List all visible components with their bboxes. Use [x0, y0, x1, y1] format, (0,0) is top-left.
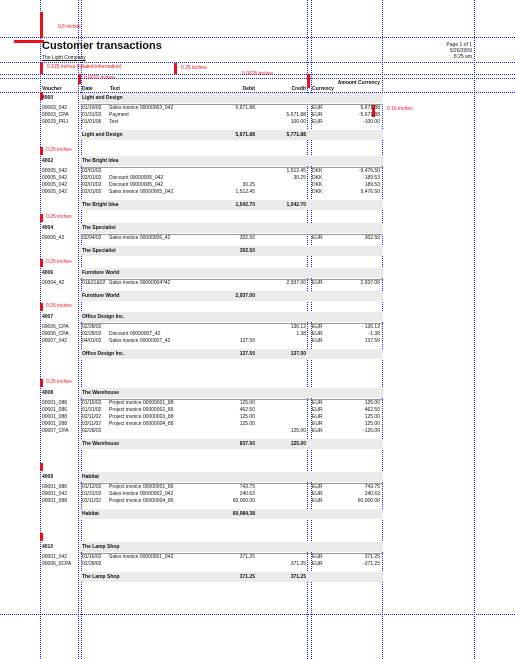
row-voucher: 00001_086	[42, 484, 68, 490]
row-currency: DKK	[312, 189, 323, 195]
report-date: 5/26/2009	[449, 48, 472, 54]
row-debit: 137.50	[239, 338, 255, 344]
row-voucher: 00003_CPA	[42, 112, 69, 118]
row-currency: EUR	[312, 119, 323, 125]
col-gap-annotation: 0.0625 inches	[84, 75, 116, 81]
group-header-shading	[80, 93, 383, 103]
row-text: Payment	[109, 112, 129, 118]
row-date: 03/11/02	[82, 421, 102, 427]
row-debit: 125.00	[239, 414, 255, 420]
group-total-debit: 302.50	[239, 248, 255, 254]
row-amount: 189.53	[364, 182, 380, 188]
margin-marker	[307, 74, 310, 88]
row-date: 02/01/02	[82, 168, 102, 174]
page-number: Page 1 of 1	[446, 42, 472, 48]
row-amount: 371.25	[364, 554, 380, 560]
row-currency: EUR	[312, 105, 323, 111]
row-voucher: 00001_088	[42, 421, 68, 427]
group-header-shading	[80, 156, 383, 166]
row-currency: EUR	[312, 112, 323, 118]
report-time: 8:25 am	[453, 54, 472, 60]
column-header-debit: Debit	[242, 86, 255, 92]
group-account-number: 4009	[42, 474, 54, 480]
row-voucher: 00001_088	[42, 498, 68, 504]
group-total-name: The Lamp Shop	[82, 574, 120, 580]
row-date: 01/01/06	[82, 119, 102, 125]
row-voucher: 00005_042	[42, 189, 68, 195]
group-total-name: Light and Design	[82, 132, 123, 138]
row-amount: 9,476.50	[360, 189, 380, 195]
group-customer-name: Office Design Inc.	[82, 314, 125, 320]
row-voucher: 00001_088	[42, 400, 68, 406]
group-total-debit: 1,542.70	[235, 202, 255, 208]
row-date: 02/01/02	[82, 175, 102, 181]
guide-line	[0, 62, 515, 63]
row-date: 02/01/02	[82, 189, 102, 195]
row-date: 02/11/02	[82, 414, 102, 420]
group-total-name: The Bright Idea	[82, 202, 119, 208]
row-amount: -1.38	[368, 331, 380, 337]
row-debit: 371.25	[239, 554, 255, 560]
row-voucher: 00005_042	[42, 168, 68, 174]
company-name: The Light Company	[42, 55, 86, 61]
column-header-voucher: Voucher	[42, 86, 62, 92]
row-amount: -9,476.50	[358, 168, 380, 174]
row-currency: EUR	[312, 280, 323, 286]
group-gap-annotation: 0.25 inches	[46, 259, 72, 265]
row-voucher: 00006_CPA	[42, 331, 69, 337]
right-gap-annotation: 0.16 inches	[387, 106, 413, 112]
group-header-shading	[80, 312, 383, 322]
row-credit: 100.00	[290, 119, 306, 125]
group-account-number: 4007	[42, 314, 54, 320]
group-total-name: Office Design Inc.	[82, 351, 125, 357]
row-amount: 302.50	[364, 235, 380, 241]
row-text: Project invoice 00000001_86	[109, 484, 174, 490]
group-account-number: 4004	[42, 225, 54, 231]
row-text: Sales invoice 00000003_042	[109, 105, 174, 111]
group-account-number: 4006	[42, 270, 54, 276]
row-amount: 240.63	[364, 491, 380, 497]
related-info-annotation: 0.125 inches (related information)	[47, 64, 122, 70]
row-currency: EUR	[312, 484, 323, 490]
row-amount: -189.53	[363, 175, 380, 181]
row-amount: 137.50	[364, 338, 380, 344]
row-credit: 136.12	[290, 324, 306, 330]
group-account-number: 4000	[42, 95, 54, 101]
row-text: Project invoice 00000002_86	[109, 407, 174, 413]
row-debit: 5,671.88	[235, 105, 255, 111]
row-amount: 743.75	[364, 484, 380, 490]
row-voucher: 00007_CPA	[42, 428, 69, 434]
margin-marker	[78, 74, 81, 84]
row-credit: 5,671.88	[286, 112, 306, 118]
row-text: Sales invoice 00000004?42	[109, 280, 171, 286]
row-debit: 743.75	[239, 484, 255, 490]
group-total-credit: 137.50	[290, 351, 306, 357]
row-currency: EUR	[312, 421, 323, 427]
group-customer-name: The Bright Idea	[82, 158, 119, 164]
row-voucher: 00029_PRJ	[42, 119, 69, 125]
group-total-debit: 60,984.38	[232, 511, 255, 517]
group-total-credit: 5,771.88	[286, 132, 306, 138]
row-currency: EUR	[312, 491, 323, 497]
row-date: 01/31/02	[82, 491, 102, 497]
row-text: Project invoice 00000001_88	[109, 400, 174, 406]
margin-marker	[40, 259, 43, 267]
row-amount: 125.00	[364, 421, 380, 427]
row-currency: EUR	[312, 554, 323, 560]
row-date: 01/12/02	[82, 484, 102, 490]
row-currency: EUR	[312, 235, 323, 241]
column-header-text: Text	[110, 86, 120, 92]
row-text: Sales invoice 00000001_042	[109, 554, 174, 560]
group-total-debit: 137.50	[239, 351, 255, 357]
group-header-shading	[80, 223, 383, 233]
group-gap-annotation: 0.25 inches	[46, 147, 72, 153]
row-date: 01/31/02	[82, 112, 102, 118]
row-amount: 2,937.00	[360, 280, 380, 286]
margin-marker	[40, 533, 43, 541]
row-currency: EUR	[312, 414, 323, 420]
group-total-name: Furniture World	[82, 293, 120, 299]
group-customer-name: Light and Design	[82, 95, 123, 101]
column-header-credit: Credit	[291, 86, 306, 92]
row-amount: 60,000.00	[357, 498, 380, 504]
row-text: Sales invoice 00000002_042	[109, 491, 174, 497]
group-total-debit: 837.50	[239, 441, 255, 447]
row-date: 02/28/02	[82, 561, 102, 567]
group-gap-annotation: 0.25 inches	[46, 214, 72, 220]
row-date: 02/04/02	[82, 235, 102, 241]
row-credit: 125.00	[290, 428, 306, 434]
group-customer-name: Habitat	[82, 474, 99, 480]
row-date: 01/16/02	[82, 105, 102, 111]
group-account-number: 4002	[42, 158, 54, 164]
group-header-shading	[80, 388, 383, 398]
group-total-name: Habitat	[82, 511, 99, 517]
group-total-credit: 1,542.70	[286, 202, 306, 208]
group-total-credit: 125.00	[290, 441, 306, 447]
row-amount: -100.00	[363, 119, 380, 125]
row-amount: - 136.12	[361, 324, 380, 330]
column-header-date: Date	[82, 86, 93, 92]
group-customer-name: The Specialist	[82, 225, 116, 231]
row-amount: -371.25	[363, 561, 380, 567]
margin-marker	[40, 379, 43, 387]
row-debit: 30.25	[242, 182, 255, 188]
row-currency: EUR	[312, 407, 323, 413]
margin-marker	[40, 303, 43, 311]
row-date: 04/01/02	[82, 338, 102, 344]
group-account-number: 4008	[42, 390, 54, 396]
row-voucher: 00006_0CPA	[42, 561, 72, 567]
row-currency: EUR	[312, 331, 323, 337]
group-customer-name: The Lamp Shop	[82, 544, 120, 550]
row-text: Project invoice 00000004_88	[109, 421, 174, 427]
row-debit: 240.63	[239, 491, 255, 497]
row-text: Discount 00000005_042	[109, 182, 164, 188]
row-currency: EUR	[312, 400, 323, 406]
margin-marker	[174, 63, 177, 74]
group-header-shading	[80, 472, 383, 482]
group-customer-name: The Warehouse	[82, 390, 120, 396]
row-voucher: 00004_42	[42, 280, 65, 286]
row-date: 02/11/02	[82, 498, 102, 504]
row-amount: -5,671.88	[358, 112, 380, 118]
row-amount: 462.50	[364, 407, 380, 413]
guide-line	[0, 37, 515, 38]
row-debit: 125.00	[239, 400, 255, 406]
row-voucher: 00001_042	[42, 554, 68, 560]
group-customer-name: Furniture World	[82, 270, 120, 276]
row-voucher: 00001_086	[42, 407, 68, 413]
row-text: Discount 00000005_042	[109, 175, 164, 181]
row-debit: 125.00	[239, 421, 255, 427]
col-gap-annotation: 0.0625 inches	[242, 71, 274, 77]
row-date: 01/15/02	[82, 400, 102, 406]
row-date: 02/28/02	[82, 324, 102, 330]
row-text: Sales invoice 00000005_042	[109, 189, 174, 195]
margin-marker	[40, 463, 43, 471]
row-credit: 2,937.00	[286, 280, 306, 286]
row-date: 01/31/02	[82, 407, 102, 413]
margin-marker	[40, 12, 43, 38]
row-voucher: 00005_042	[42, 175, 68, 181]
margin-marker	[14, 40, 44, 43]
group-total-name: The Warehouse	[82, 441, 120, 447]
row-text: Sales invoice 00000007_42	[109, 338, 171, 344]
row-date: 01/16/02	[82, 554, 102, 560]
row-debit: 462.50	[239, 407, 255, 413]
row-debit: 1,512.45	[235, 189, 255, 195]
group-total-debit: 2,937.00	[235, 293, 255, 299]
row-voucher: 00001_088	[42, 414, 68, 420]
row-text: Test	[109, 119, 119, 125]
margin-marker	[40, 214, 43, 222]
row-currency: EUR	[312, 498, 323, 504]
column-header-currency: Currency	[312, 86, 334, 92]
top-margin-annotation: 0.5 inches	[58, 24, 81, 30]
group-gap-annotation: 0.25 inches	[46, 379, 72, 385]
row-currency: DKK	[312, 168, 323, 174]
row-text: Sales invoice 00000006_42	[109, 235, 171, 241]
guide-line	[474, 0, 475, 659]
group-total-name: The Specialist	[82, 248, 116, 254]
row-amount: 5,671.88	[360, 105, 380, 111]
row-text: Discount 00000007_42	[109, 331, 161, 337]
row-currency: EUR	[312, 428, 323, 434]
group-gap-annotation: 0.25 inches	[46, 303, 72, 309]
row-currency: EUR	[312, 338, 323, 344]
guide-line	[0, 614, 515, 615]
row-voucher: 00007_042	[42, 338, 68, 344]
group-total-debit: 371.25	[239, 574, 255, 580]
group-header-shading	[80, 268, 383, 278]
column-header-amount: Amount Currency	[337, 80, 380, 86]
margin-marker	[40, 147, 43, 155]
row-amount: 125.00	[364, 414, 380, 420]
row-text: Project invoice 00000003_88	[109, 414, 174, 420]
group-total-debit: 5,671.88	[235, 132, 255, 138]
row-amount: 125.00	[364, 400, 380, 406]
group-total-credit: 371.25	[290, 574, 306, 580]
row-currency: EUR	[312, 561, 323, 567]
row-voucher: 00003_042	[42, 105, 68, 111]
guide-line	[78, 0, 79, 659]
row-currency: DKK	[312, 182, 323, 188]
row-amount: -125.00	[363, 428, 380, 434]
row-credit: 1.38	[296, 331, 306, 337]
row-date: 02/28/02	[82, 428, 102, 434]
row-credit: 30.25	[293, 175, 306, 181]
row-voucher: 00005_042	[42, 182, 68, 188]
row-voucher: 00006_CPA	[42, 324, 69, 330]
row-debit: 302.50	[239, 235, 255, 241]
margin-marker	[40, 62, 43, 74]
row-text: Project invoice 00000004_86	[109, 498, 174, 504]
row-date: 01&31&02	[82, 280, 106, 286]
report-title: Customer transactions	[42, 40, 162, 52]
row-currency: EUR	[312, 324, 323, 330]
row-currency: DKK	[312, 175, 323, 181]
group-header-shading	[80, 542, 383, 552]
row-credit: 371.25	[290, 561, 306, 567]
row-credit: 1,512.45	[286, 168, 306, 174]
group-account-number: 4010	[42, 544, 54, 550]
row-debit: 60,000.00	[232, 498, 255, 504]
row-date: 02/01/02	[82, 182, 102, 188]
row-voucher: 00006_42	[42, 235, 65, 241]
row-date: 02/28/02	[82, 331, 102, 337]
header-gap-annotation: 0.25 inches	[181, 65, 207, 71]
row-voucher: 00001_042	[42, 491, 68, 497]
